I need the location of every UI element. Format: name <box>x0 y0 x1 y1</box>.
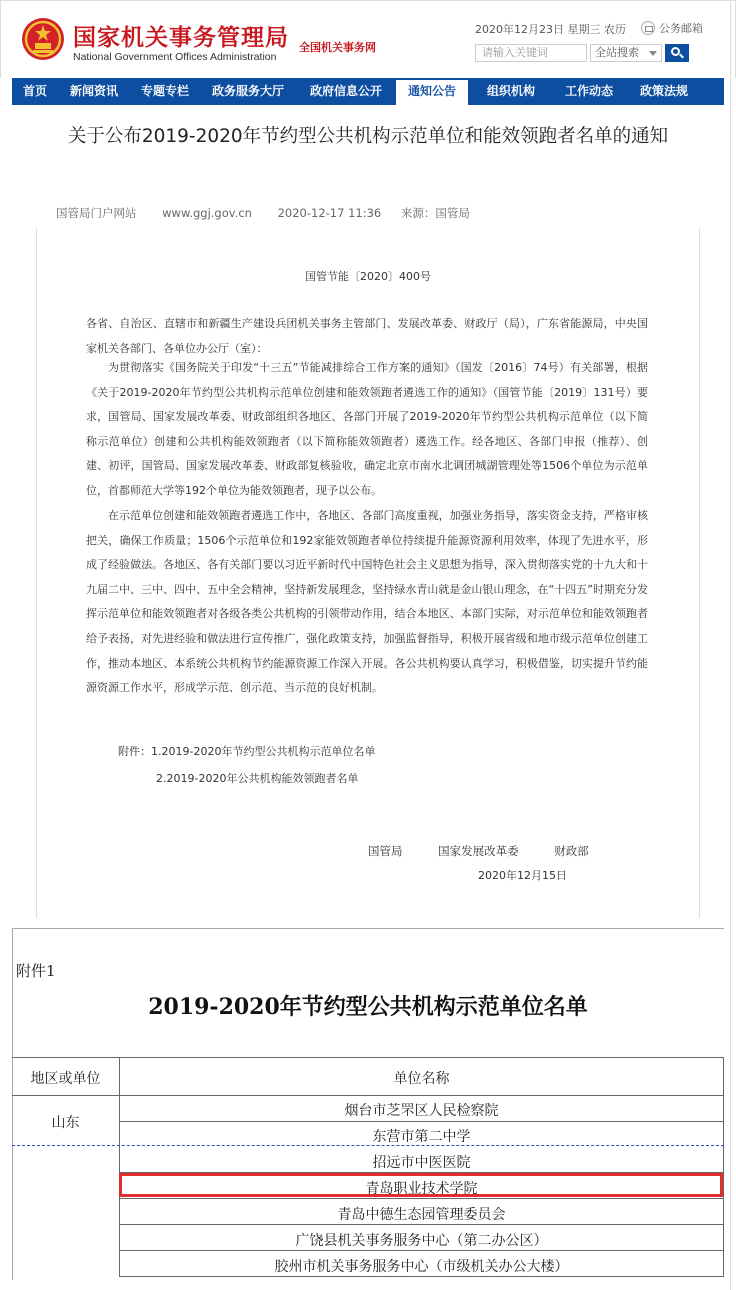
column-header-region: 地区或单位 <box>30 1071 101 1087</box>
mail-link[interactable] <box>641 20 703 36</box>
table-row: 烟台市芝罘区人民检察院 <box>344 1103 499 1119</box>
nav-item-policies[interactable]: 政策法规 <box>639 84 688 98</box>
region-cell: 山东 <box>51 1115 80 1131</box>
nav-item-news[interactable]: 新闻资讯 <box>69 84 118 98</box>
search-scope-label: 全站搜索 <box>595 46 639 59</box>
article-source: 国管局门户网站 <box>56 206 137 220</box>
attachment-link-2[interactable]: 2.2019-2020年公共机构能效领跑者名单 <box>156 772 359 785</box>
sign-date: 2020年12月15日 <box>478 869 567 882</box>
site-name-en: National Government Offices Administration <box>73 51 277 63</box>
site-name-cn[interactable]: 国家机关事务管理局 <box>73 24 289 51</box>
list-title: 2019-2020年节约型公共机构示范单位名单 <box>148 994 588 1020</box>
article-meta <box>56 205 492 221</box>
attachment-label: 附件1 <box>16 962 56 980</box>
nav-item-work-updates[interactable]: 工作动态 <box>564 84 613 98</box>
signer-2: 国家发展改革委 <box>438 844 519 858</box>
article-paragraph-1: 各省、自治区、直辖市和新疆生产建设兵团机关事务主管部门、发展改革委、财政厅（局），广东省能源局，中央国家机关各部门、各单位办公厅（室）： <box>86 317 648 355</box>
national-emblem-icon[interactable] <box>21 17 65 61</box>
attachment-link-1[interactable]: 附件：1.2019-2020年节约型公共机构示范单位名单 <box>118 745 376 758</box>
article-origin: 来源：国管局 <box>400 206 470 220</box>
date-text: 2020年12月23日 星期三 农历 <box>475 23 626 36</box>
highlight-box <box>119 1173 723 1197</box>
column-header-name: 单位名称 <box>393 1071 450 1087</box>
article-paragraph-3: 在示范单位创建和能效领跑者遴选工作中，各地区、各部门高度重视，加强业务指导，落实资金支持，严格审核把关，确保工作质量；1506个示范单位和192家能效领跑者单位持续提升能源资源利用效率，体现了先进水平，形成了经验做法。各地区、各有关部门要以习近平新时代中国特色社会主义思想为指导，深入贯彻落实党的十九大和十九届二中、三中、四中、五中全会精神，坚持新发展理念，坚持绿水青山就是金山银山理念，在“十四五”时期充分发挥示范单位和能效领跑者对各级各类公共机构的引领带动作用，结合本地区、本部门实际，对示范单位和能效领跑者给予表扬，对先进经验和做法进行宣传推广，强化政策支持，加强监督指导，积极开展省级和地市级示范单位创建工作，推动本地区、本系统公共机构节约能源资源工作深入开展。各公共机构要认真学习，积极借鉴，切实提升节约能源资源工作水平，形成学示范、创示范、当示范的良好机制。 <box>86 509 648 695</box>
article-paragraph-2: 为贯彻落实《国务院关于印发“十三五”节能减排综合工作方案的通知》（国发〔2016〕74号）有关部署，根据《关于2019-2020年节约型公共机构示范单位创建和能效领跑者遴选工作的通知》（国管节能〔2019〕131号）要求，国管局、国家发展改革委、财政部组织各地区、各部门开展了2019-2020年节约型公共机构示范单位（以下简称示范单位）创建和公共机构能效领跑者（以下简称能效领跑者）遴选工作。经各地区、各部门申报（推荐）、创建、初评，国管局、国家发展改革委、财政部复核验收，确定北京市南水北调团城湖管理处等1506个单位为示范单位，首都师范大学等192个单位为能效领跑者，现予以公布。 <box>86 361 648 497</box>
table-row: 招远市中医医院 <box>372 1155 471 1171</box>
page-break-dashed-line <box>12 1145 724 1146</box>
article-datetime: 2020-12-17 11:36 <box>277 206 382 220</box>
nav-item-home[interactable]: 首页 <box>22 84 47 98</box>
table-row: 东营市第二中学 <box>372 1129 471 1145</box>
doc-number: 国管节能〔2020〕400号 <box>305 270 431 283</box>
mail-icon <box>641 21 655 35</box>
site-header <box>0 0 736 78</box>
signer-1: 国管局 <box>368 844 403 858</box>
table-row: 胶州市机关事务服务中心（市级机关办公大楼） <box>274 1259 569 1275</box>
nav-item-disclosure[interactable]: 政府信息公开 <box>309 84 382 98</box>
search-scope-select[interactable] <box>590 44 662 62</box>
search-input[interactable]: 请输入关键词 <box>475 44 587 62</box>
table-row-highlighted: 青岛职业技术学院 <box>365 1181 478 1197</box>
subsite-link[interactable]: 全国机关事务网 <box>299 41 376 54</box>
search-button[interactable] <box>665 44 689 62</box>
nav-item-notices[interactable]: 通知公告 <box>396 78 468 105</box>
nav-item-organization[interactable]: 组织机构 <box>486 84 535 98</box>
nav-item-services[interactable]: 政务服务大厅 <box>211 84 284 98</box>
article-title: 关于公布2019-2020年节约型公共机构示范单位和能效领跑者名单的通知 <box>67 126 669 147</box>
chevron-down-icon <box>649 51 657 56</box>
table-row: 广饶县机关事务服务中心（第二办公区） <box>295 1233 548 1249</box>
signer-3: 财政部 <box>554 844 589 858</box>
signers <box>368 843 621 859</box>
main-nav <box>12 78 724 105</box>
article-url[interactable]: www.ggj.gov.cn <box>162 206 252 220</box>
mail-label: 公务邮箱 <box>659 22 703 35</box>
nav-item-topics[interactable]: 专题专栏 <box>140 84 189 98</box>
table-row: 青岛中德生态园管理委员会 <box>337 1207 506 1223</box>
